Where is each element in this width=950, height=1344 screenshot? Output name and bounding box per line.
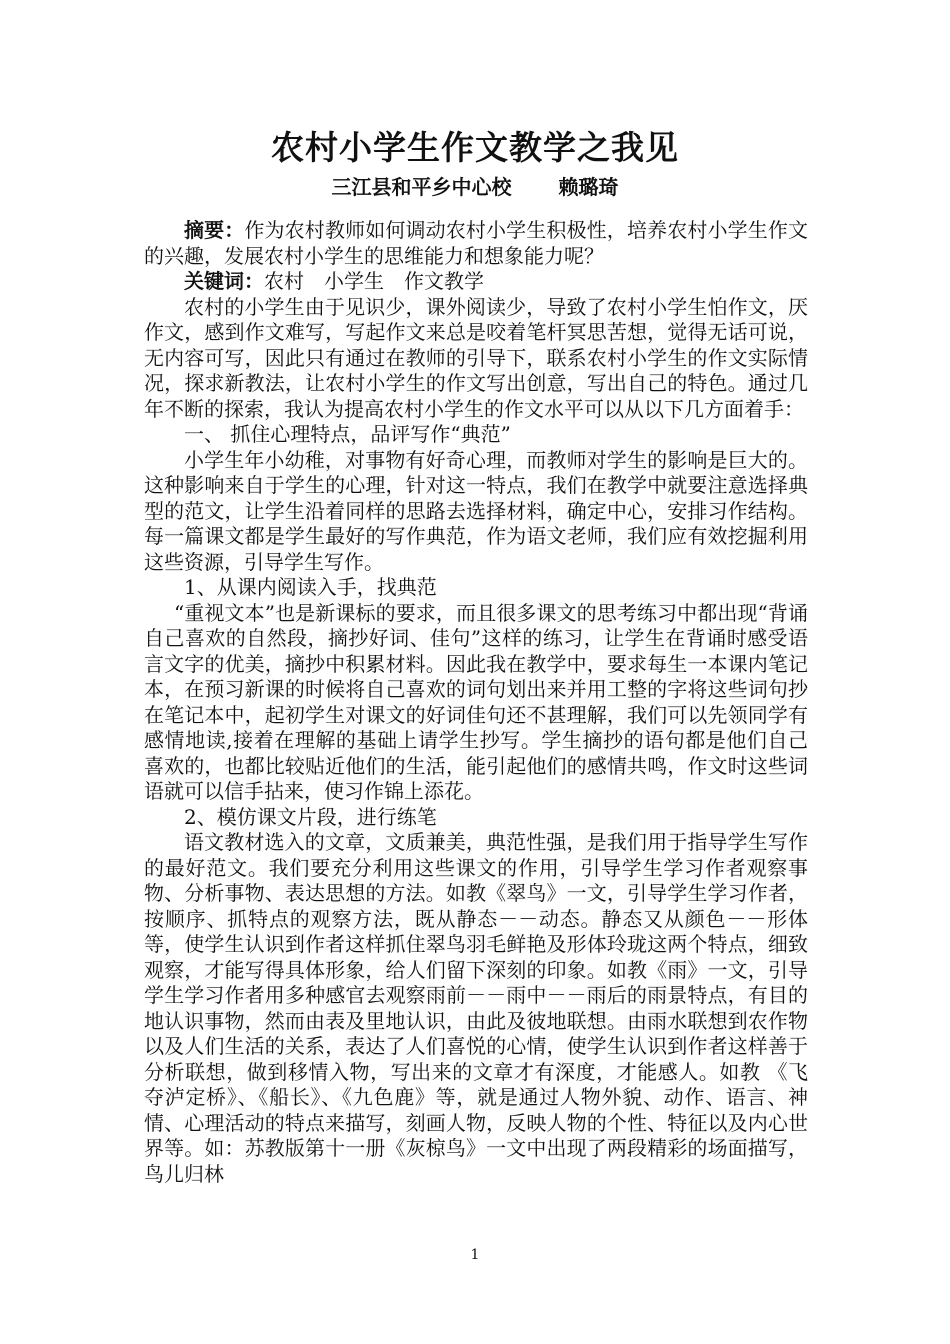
page-number: 1	[470, 1247, 480, 1263]
document-title: 农村小学生作文教学之我见	[271, 128, 679, 167]
subsection-heading-2: 2、模仿课文片段，进行练笔	[184, 804, 437, 829]
document-body	[144, 218, 808, 1187]
author-line: 三江县和平乡中心校 赖璐琦	[331, 175, 619, 199]
subsection-2-paragraph: 语文教材选入的文章，文质兼美，典范性强，是我们用于指导学生写作的最好范文。我们要充分利用这些课文的作用，引导学生学习作者观察事物、分析事物、表达思想的方法。如教《翠鸟》一文，引导学生学习作者，按顺序、抓特点的观察方法，既从静态－－动态。静态又从颜色－－形体等，使学生认识到作者这样抓住翠鸟羽毛鲜艳及形体玲珑这两个特点，细致观察，才能写得具体形象，给人们留下深刻的印象。如教《雨》一文，引导学生学习作者用多种感官去观察雨前－－雨中－－雨后的雨景特点，有目的地认识事物，然而由表及里地认识，由此及彼地联想。由雨水联想到农作物以及人们生活的关系，表达了人们喜悦的心情，使学生认识到作者这样善于分析联想，做到移情入物，写出来的文章才有深度，才能感人。如教 《飞夺泸定桥》、《船长》、《九色鹿》等，就是通过人物外貌、动作、语言、神情、心理活动的特点来描写，刻画人物，反映人物的个性、特征以及内心世界等。如：苏教版第十一册《灰椋鸟》一文中出现了两段精彩的场面描写，鸟儿归林	[144, 830, 808, 1186]
keywords-label: 关键词：	[184, 269, 264, 293]
subsection-heading-1: 1、从课内阅读入手，找典范	[184, 575, 437, 599]
section-1-paragraph: 小学生年小幼稚，对事物有好奇心理，而教师对学生的影响是巨大的。这种影响来自于学生的心理，针对这一特点，我们在教学中就要注意选择典型的范文，让学生沿着同样的思路去选择材料，确定中心，安排习作结构。每一篇课文都是学生最好的写作典范，作为语文老师，我们应有效挖掘利用这些资源，引导学生写作。	[144, 447, 808, 574]
intro-paragraph: 农村的小学生由于见识少，课外阅读少，导致了农村小学生怕作文，厌作文，感到作文难写，写起作文来总是咬着笔杆冥思苦想，觉得无话可说，无内容可写，因此只有通过在教师的引导下，联系农村小学生的作文实际情况，探求新教法，让农村小学生的作文写出创意，写出自己的特色。通过几年不断的探索，我认为提高农村小学生的作文水平可以从以下几方面着手：	[144, 294, 808, 421]
keywords-text: 农村 小学生 作文教学	[264, 269, 484, 293]
section-heading-1: 一、 抓住心理特点，品评写作“典范”	[184, 422, 511, 446]
keywords-paragraph	[144, 269, 808, 295]
abstract-paragraph	[144, 218, 808, 269]
subsection-1-paragraph: “重视文本”也是新课标的要求，而且很多课文的思考练习中都出现“背诵自己喜欢的自然段，摘抄好词、佳句”这样的练习，让学生在背诵时感受语言文字的优美，摘抄中积累材料。因此我在教学中，要求每生一本课内笔记本，在预习新课的时候将自己喜欢的词句划出来并用工整的字将这些词句抄在笔记本中，起初学生对课文的好词佳句还不甚理解，我们可以先领同学有感情地读,接着在理解的基础上请学生抄写。学生摘抄的语句都是他们自己喜欢的，也都比较贴近他们的生活，能引起他们的感情共鸣，作文时这些词语就可以信手拈来，使习作锦上添花。	[144, 600, 808, 803]
abstract-text: 作为农村教师如何调动农村小学生积极性，培养农村小学生作文的兴趣，发展农村小学生的思维能力和想象能力呢？	[144, 218, 809, 268]
abstract-label: 摘要：	[184, 218, 245, 242]
